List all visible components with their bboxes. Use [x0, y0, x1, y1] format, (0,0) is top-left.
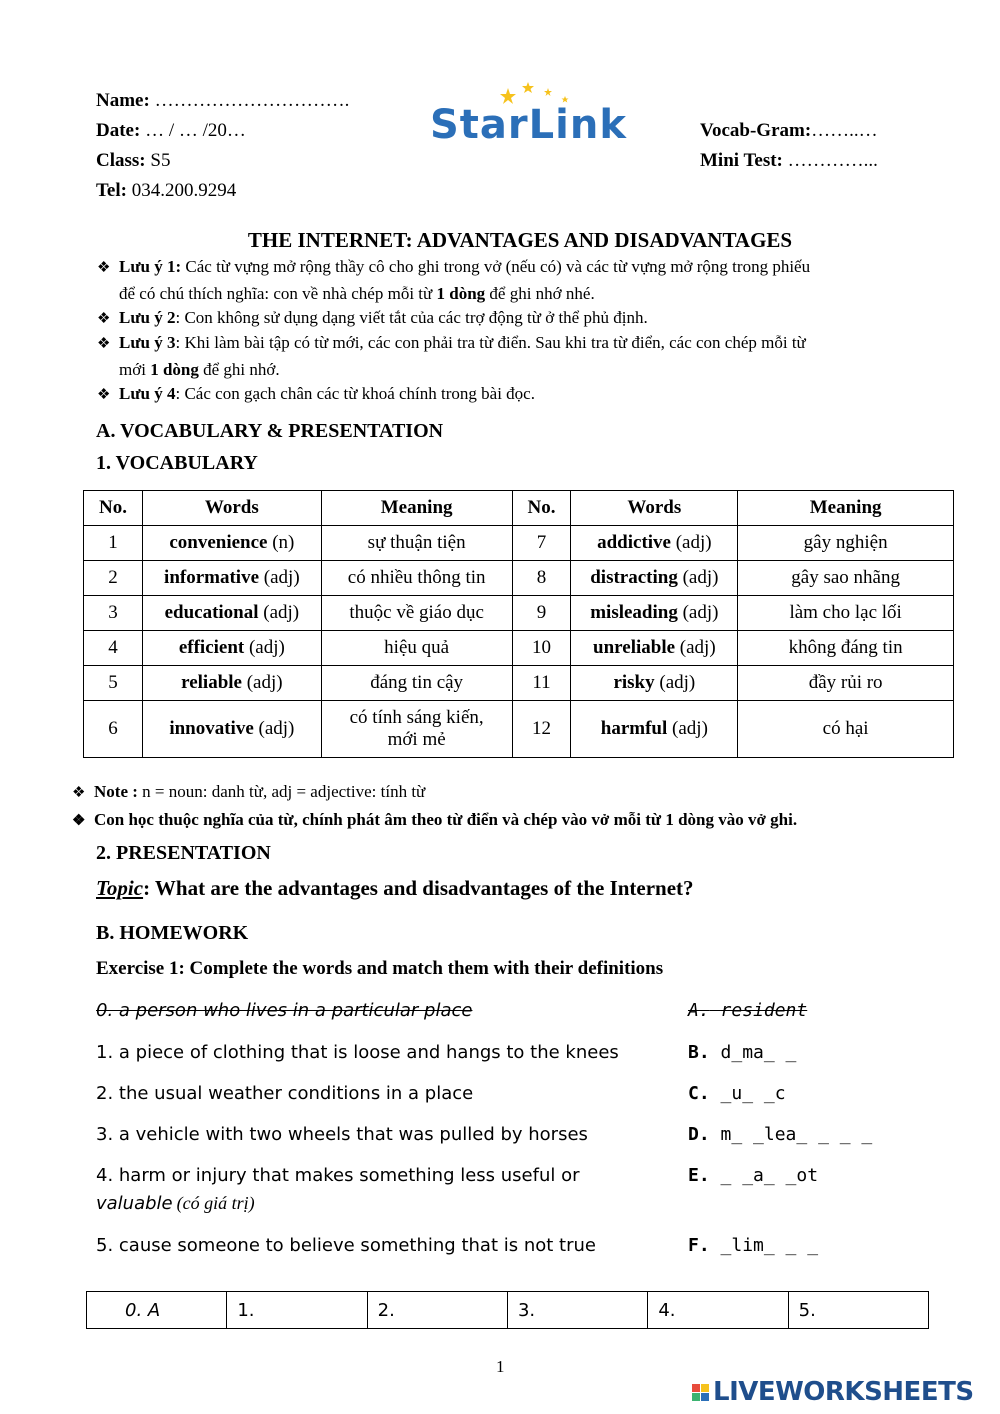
note-1: ❖ Lưu ý 1: Các từ vựng mở rộng thầy cô cho ghi trong vở (nếu có) và các từ vựng mở rộng trong phiếu để có chú thích nghĩa: con về nhà chép mỗi từ 1 dòng để ghi nhớ nhé.	[97, 257, 811, 303]
presentation-heading: 2. PRESENTATION	[96, 842, 271, 864]
diamond-bullet-icon: ❖	[72, 813, 86, 829]
table-header-row	[84, 491, 954, 526]
exercise-def-0: 0. a person who lives in a particular place	[96, 1000, 473, 1021]
answer-cell-1[interactable]: 1.	[227, 1292, 367, 1329]
note-2: ❖ Lưu ý 2: Con không sử dụng dạng viết tắt của các trợ động từ ở thể phủ định.	[97, 305, 937, 332]
table-row: 1 convenience (n) sự thuận tiện 7 addictive (adj) gây nghiện	[84, 526, 954, 561]
col-header: Meaning	[738, 491, 954, 526]
liveworksheets-logo-icon	[692, 1384, 709, 1401]
vocabulary-heading: 1. VOCABULARY	[96, 452, 258, 474]
col-header: No.	[512, 491, 571, 526]
answer-cell-0[interactable]: 0. A	[87, 1292, 227, 1329]
exercise-answer-4: E. _ _a_ _ot	[688, 1165, 819, 1186]
exercise-def-1: 1. a piece of clothing that is loose and hangs to the knees	[96, 1042, 619, 1063]
tel-line: Tel: 034.200.9294	[96, 180, 237, 201]
exercise-answer-5: F. _lim_ _ _	[688, 1235, 819, 1256]
learn-line: ❖ Con học thuộc nghĩa của từ, chính phát âm theo từ điển và chép vào vở mỗi từ 1 dòng vào vở ghi.	[72, 807, 797, 834]
answer-table	[86, 1291, 929, 1329]
exercise-answer-0: A. resident	[688, 1000, 808, 1021]
section-a-heading: A. VOCABULARY & PRESENTATION	[96, 420, 444, 442]
answer-cell-3[interactable]: 3.	[507, 1292, 647, 1329]
note-3: ❖ Lưu ý 3: Khi làm bài tập có từ mới, các con phải tra từ điển. Sau khi tra từ điển, các con chép mỗi từ mới 1 dòng để ghi nhớ.	[97, 333, 806, 379]
name-line: Name: ………………………….	[96, 90, 350, 111]
table-row	[87, 1292, 929, 1329]
exercise-answer-2: C. _u_ _c	[688, 1083, 786, 1104]
table-row: 2 informative (adj) có nhiều thông tin 8 distracting (adj) gây sao nhãng	[84, 561, 954, 596]
diamond-bullet-icon: ❖	[97, 260, 111, 276]
col-header: Words	[142, 491, 321, 526]
diamond-bullet-icon: ❖	[72, 785, 86, 801]
topic-line: Topic: What are the advantages and disadvantages of the Internet?	[96, 876, 694, 900]
note-line: ❖ Note : n = noun: danh từ, adj = adjective: tính từ	[72, 779, 425, 806]
col-header: No.	[84, 491, 143, 526]
diamond-bullet-icon: ❖	[97, 336, 111, 352]
answer-cell-4[interactable]: 4.	[648, 1292, 788, 1329]
answer-cell-2[interactable]: 2.	[367, 1292, 507, 1329]
logo-text: StarLink	[430, 102, 627, 148]
table-row: 5 reliable (adj) đáng tin cậy 11 risky (adj) đầy rủi ro	[84, 666, 954, 701]
exercise-def-4: 4. harm or injury that makes something less useful or	[96, 1165, 580, 1186]
answer-cell-5[interactable]: 5.	[788, 1292, 928, 1329]
exercise-answer-3: D. m_ _lea_ _ _ _	[688, 1124, 873, 1145]
table-row: 6 innovative (adj) có tính sáng kiến, mới mẻ 12 harmful (adj) có hại	[84, 701, 954, 758]
mini-test-line: Mini Test: …………...	[700, 150, 878, 171]
note-4: ❖ Lưu ý 4: Các con gạch chân các từ khoá chính trong bài đọc.	[97, 381, 937, 408]
class-line: Class: S5	[96, 150, 171, 171]
vocabulary-table	[83, 490, 954, 758]
date-line: Date: … / … /20…	[96, 120, 246, 141]
vocab-gram-line: Vocab-Gram:……..…	[700, 120, 878, 141]
exercise-title: Exercise 1: Complete the words and match them with their definitions	[96, 958, 664, 979]
exercise-def-4-cont: valuable (có giá trị)	[96, 1193, 255, 1214]
starlink-logo	[428, 80, 638, 150]
page-title: THE INTERNET: ADVANTAGES AND DISADVANTAGES	[247, 228, 793, 252]
exercise-answer-1: B. d_ma_ _	[688, 1042, 797, 1063]
diamond-bullet-icon: ❖	[97, 311, 111, 327]
diamond-bullet-icon: ❖	[97, 387, 111, 403]
table-row: 3 educational (adj) thuộc về giáo dục 9 misleading (adj) làm cho lạc lối	[84, 596, 954, 631]
col-header: Meaning	[321, 491, 512, 526]
exercise-def-3: 3. a vehicle with two wheels that was pulled by horses	[96, 1124, 588, 1145]
table-row: 4 efficient (adj) hiệu quả 10 unreliable (adj) không đáng tin	[84, 631, 954, 666]
exercise-def-5: 5. cause someone to believe something that is not true	[96, 1235, 596, 1256]
col-header: Words	[571, 491, 738, 526]
exercise-def-2: 2. the usual weather conditions in a place	[96, 1083, 474, 1104]
liveworksheets-brand: LIVEWORKSHEETS	[692, 1377, 974, 1407]
homework-heading: B. HOMEWORK	[96, 922, 249, 944]
page-number: 1	[496, 1357, 505, 1376]
